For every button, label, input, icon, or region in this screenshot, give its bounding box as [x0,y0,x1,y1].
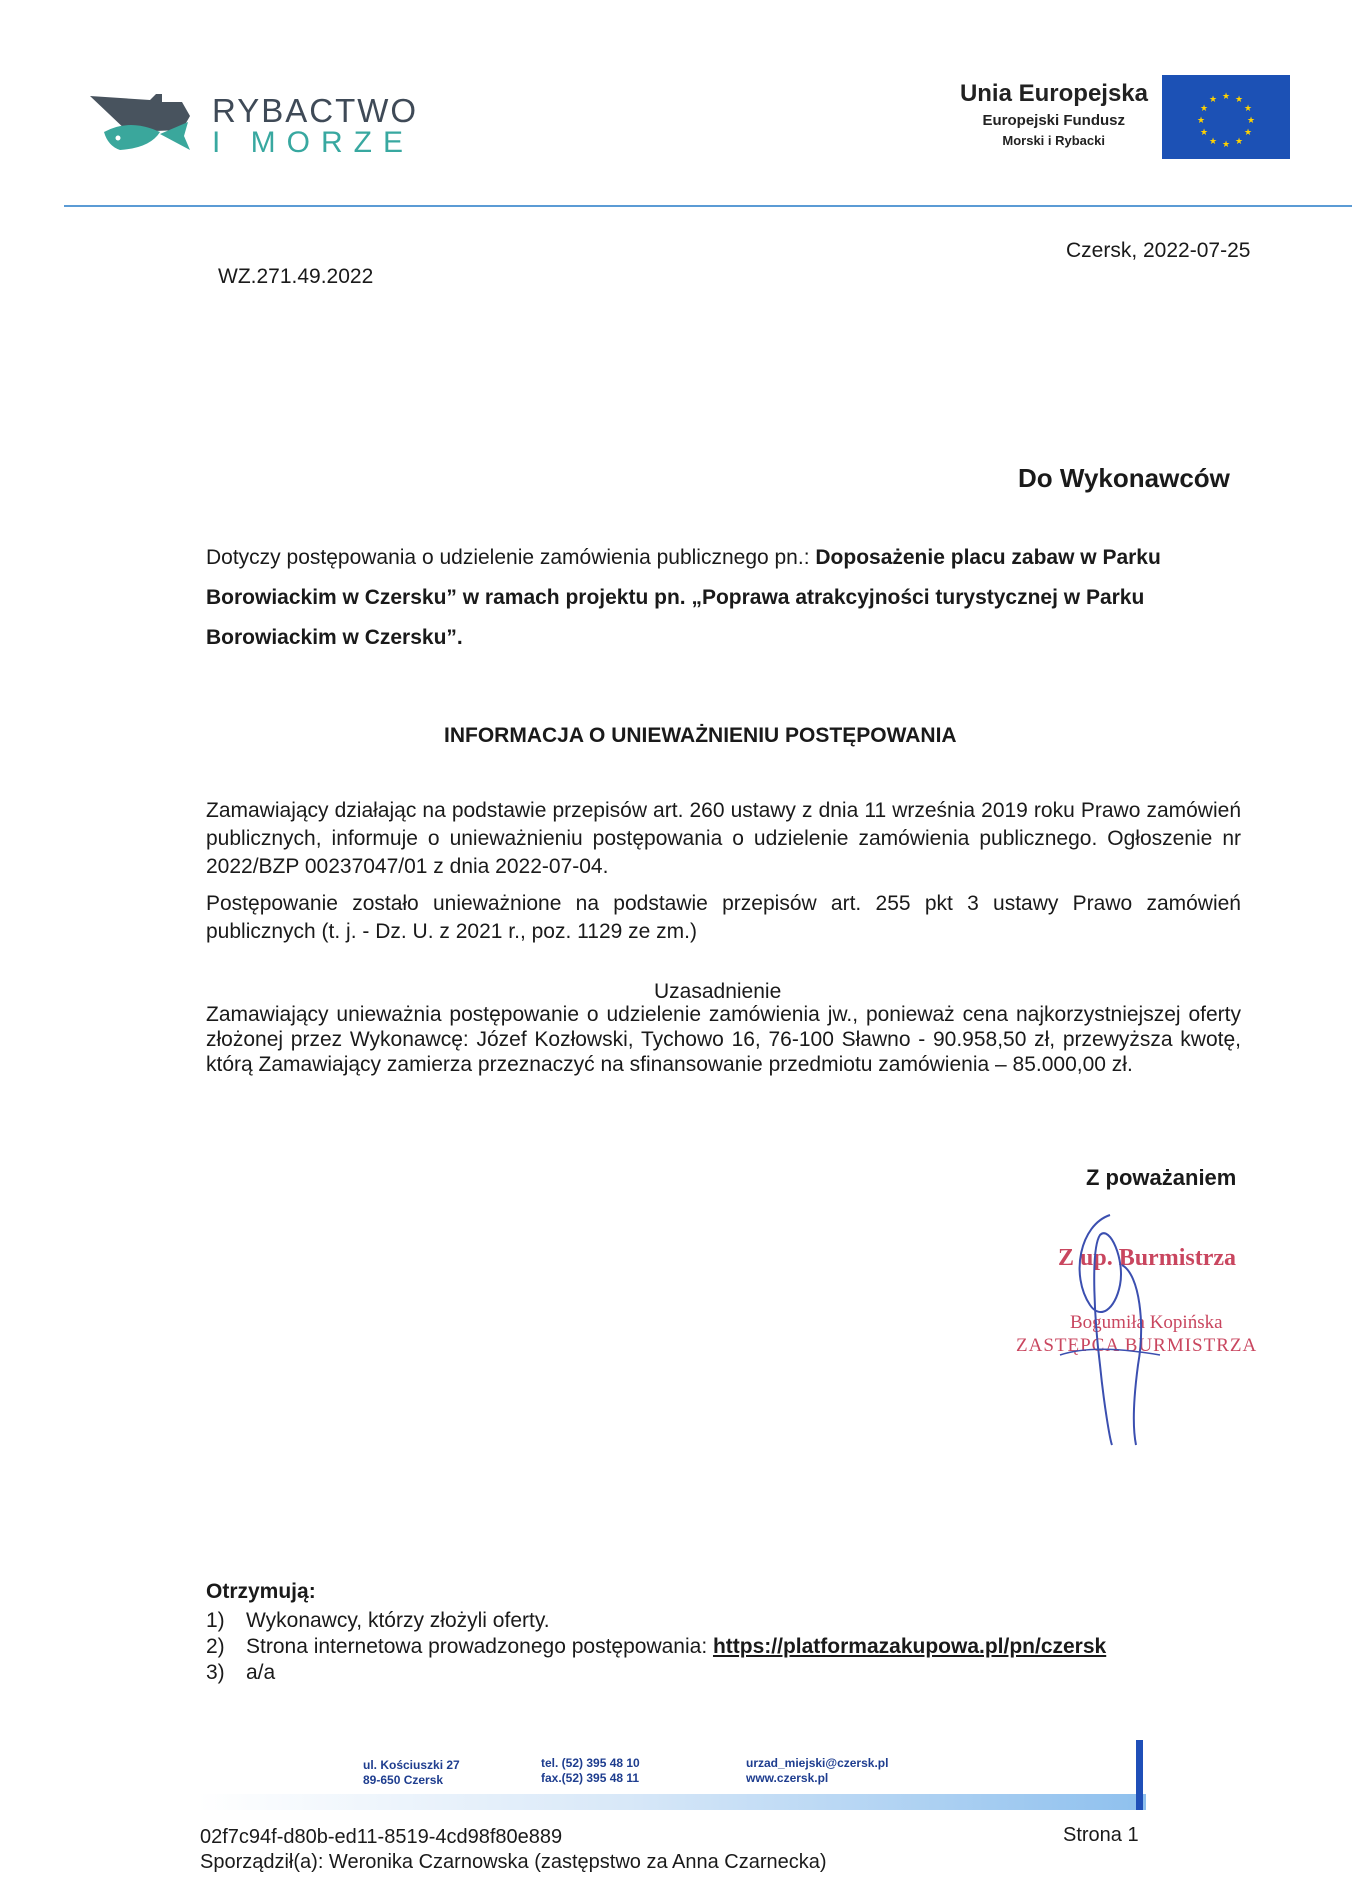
footer-street: ul. Kościuszki 27 [363,1758,460,1772]
page-number: Strona 1 [1063,1824,1139,1846]
reference-number: WZ.271.49.2022 [218,265,374,288]
footer-tel: tel. (52) 395 48 10 [541,1756,640,1770]
subject-intro: Dotyczy postępowania o udzielenie zamówienia publicznego pn.: [206,546,816,569]
footer-fax: fax.(52) 395 48 11 [541,1771,640,1785]
footer-address [363,1758,460,1788]
document-heading: INFORMACJA O UNIEWAŻNIENIU POSTĘPOWANIA [444,724,957,747]
document-id: 02f7c94f-d80b-ed11-8519-4cd98f80e889 [200,1826,563,1848]
document-date: Czersk, 2022-07-25 [1066,239,1251,262]
footer-email[interactable]: urzad_miejski@czersk.pl [746,1756,889,1770]
platform-link[interactable]: https://platformazakupowa.pl/pn/czersk [712,1635,1107,1658]
subject-paragraph [206,538,1241,658]
footer-gradient-bar [198,1794,1146,1810]
closing-text: Z poważaniem [1086,1165,1237,1190]
stamp-line-2: Bogumiła Kopińska [1070,1312,1223,1333]
svg-text:★: ★ [1243,128,1253,138]
list-number: 1) [206,1609,225,1632]
svg-text:★: ★ [1221,140,1231,150]
logo-title: RYBACTWO [212,92,419,129]
list-item [206,1634,1106,1660]
svg-text:★: ★ [1221,92,1231,102]
list-text: a/a [246,1661,276,1684]
svg-text:★: ★ [1234,95,1244,105]
svg-text:★: ★ [1208,95,1218,105]
justification-text: Zamawiający unieważnia postępowanie o udzielenie zamówienia jw., ponieważ cena najkorzystniejszej oferty złożonej przez Wykonawcę: Józef Kozłowski, Tychowo 16, 76-100 Sławno - 90.958,50 zł, przewyższa kwotę, którą Zamawiający zamierza przeznaczyć na sfinansowanie przedmiotu zamówienia – 85.000,00 zł. [206,1003,1241,1076]
eu-title: Unia Europejska [959,80,1148,107]
footer-website[interactable]: www.czersk.pl [746,1771,829,1785]
handwritten-signature [1040,1205,1180,1450]
list-number: 2) [206,1635,225,1658]
subject-title: Doposażenie placu zabaw w Parku Borowiackim w Czersku” w ramach projektu pn. „Poprawa atrakcyjności turystycznej w Parku Borowiackim w Czersku”. [206,546,1161,649]
recipient-heading: Do Wykonawców [1018,463,1230,493]
recipients-title: Otrzymują: [206,1580,316,1603]
recipients-block [206,1580,1106,1686]
svg-text:★: ★ [1246,116,1256,126]
justification-title: Uzasadnienie [654,980,782,1003]
list-text: Strona internetowa prowadzonego postępowania: [246,1635,713,1658]
list-item [206,1608,1106,1634]
svg-text:★: ★ [1234,137,1244,147]
svg-text:★: ★ [1208,137,1218,147]
eu-fund-line2: Morski i Rybacki [1002,133,1105,148]
body-paragraph-2: Postępowanie zostało unieważnione na podstawie przepisów art. 255 pkt 3 ustawy Prawo zamówień publicznych (t. j. - Dz. U. z 2021 r., poz. 1129 ze zm.) [206,892,1241,943]
footer-city: 89-650 Czersk [363,1773,444,1787]
footer-contact [746,1756,888,1786]
list-number: 3) [206,1661,225,1684]
svg-text:★: ★ [1196,116,1206,126]
body-paragraph-1: Zamawiający działając na podstawie przepisów art. 260 ustawy z dnia 11 września 2019 roku Prawo zamówień publicznych, informuje o unieważnieniu postępowania o udzielenie zamówienia publicznego. Ogłoszenie nr 2022/BZP 00237047/01 z dnia 2022-07-04. [206,799,1241,878]
svg-text:★: ★ [1243,104,1253,114]
header-divider [64,205,1352,207]
footer-accent-bar [1136,1740,1143,1810]
svg-text:★: ★ [1199,128,1209,138]
author-line: Sporządził(a): Weronika Czarnowska (zastępstwo za Anna Czarnecka) [200,1851,827,1873]
logo-subtitle: I MORZE [212,126,414,159]
list-item [206,1660,1106,1686]
stamp-line-1: Z up. Burmistrza [1058,1245,1237,1271]
footer-phones [541,1756,640,1786]
list-text: Wykonawcy, którzy złożyli oferty. [246,1609,550,1632]
stamp-line-3: ZASTĘPCA BURMISTRZA [1016,1335,1258,1356]
svg-text:★: ★ [1199,104,1209,114]
eu-flag-icon [1162,75,1290,159]
eu-fund-line1: Europejski Fundusz [982,112,1125,129]
